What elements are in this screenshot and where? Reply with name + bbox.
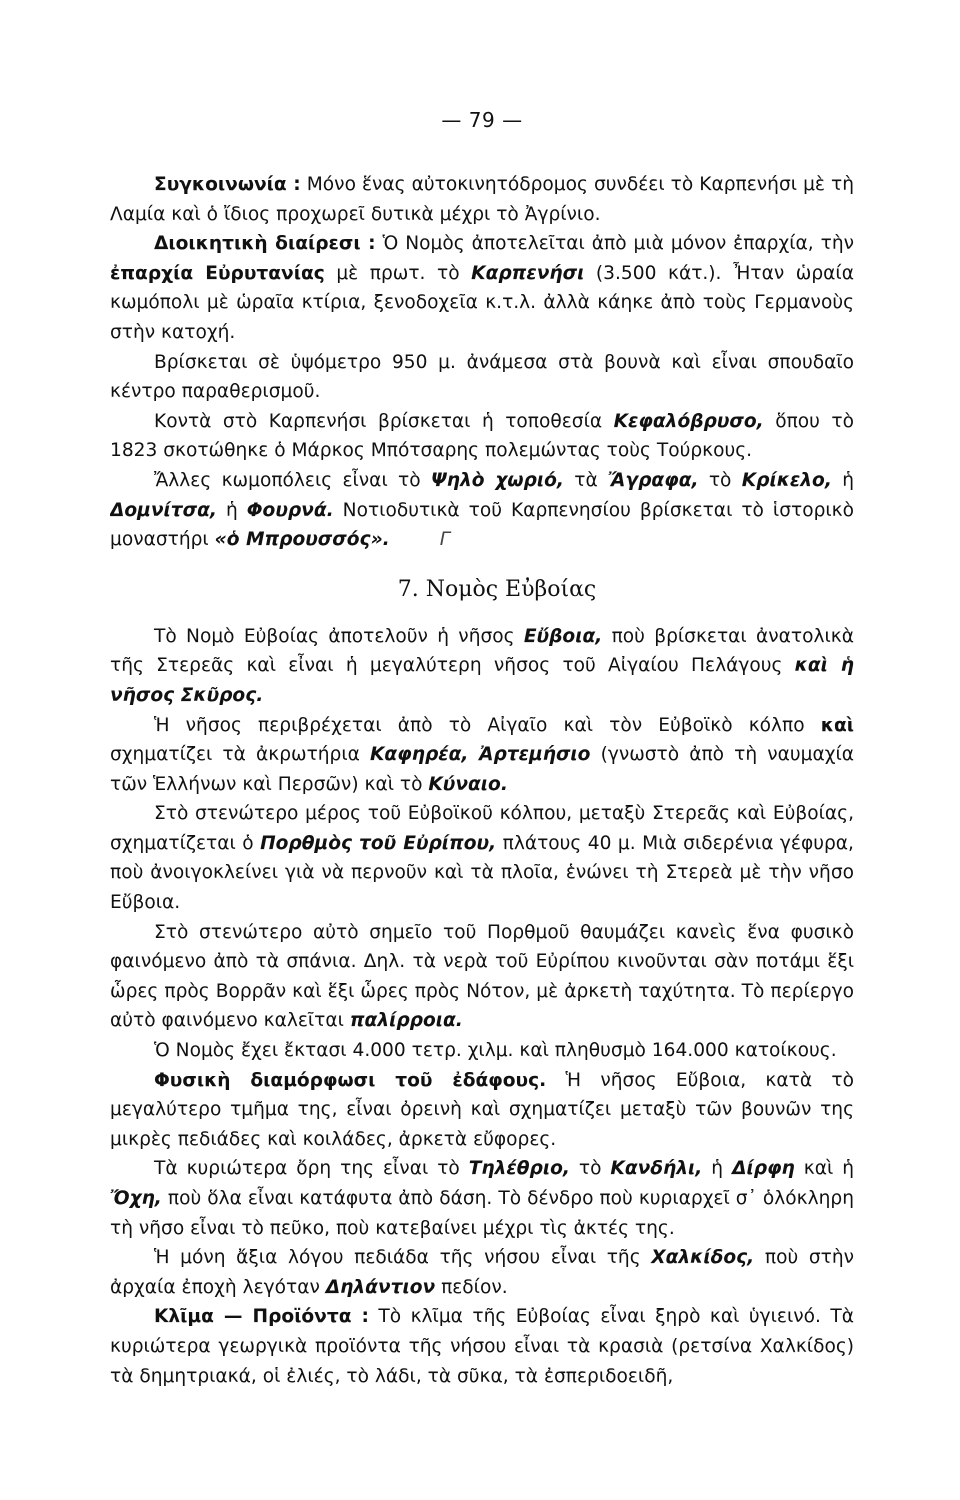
paragraph-tides: Στὸ στενώτερο αὐτὸ σημεῖο τοῦ Πορθμοῦ θαυμάζει κανεὶς ἕνα φυσικὸ φαινόμενο ἀπὸ τὰ σπάνια. Δηλ. τὰ νερὰ τοῦ Εὐρίπου κινοῦνται σὰν ποτάμι ἕξι ὧρες πρὸς Βορρᾶν καὶ ἕξι ὧρες πρὸς Νότον, μὲ ἀρκετὴ ταχύτητα. Τὸ περίεργο αὐτὸ φαινόμενο καλεῖται παλίρροια. (110, 921, 854, 1032)
paragraph-transport: Συγκοινωνία : Μόνο ἕνας αὐτοκινητόδρομος συνδέει τὸ Καρπενήσι μὲ τὴ Λαμία καὶ ὁ ἴδιος προχωρεῖ δυτικὰ μέχρι τὸ Ἀγρίνιο. (110, 174, 854, 225)
handwritten-mark: Γ (439, 529, 451, 551)
paragraph-terrain: Φυσικὴ διαμόρφωσι τοῦ ἐδάφους. Ἡ νῆσος Εὔβοια, κατὰ τὸ μεγαλύτερο τμῆμα της, εἶναι ὀρεινὴ καὶ σχηματίζει μεταξὺ τῶν βουνῶν της μικρὲς πεδιάδες καὶ κοιλάδες, ἀρκετὰ εὔφορες. (110, 1069, 854, 1150)
paragraph-mountains: Τὰ κυριώτερα ὄρη της εἶναι τὸ Τηλέθριο, τὸ Κανδήλι, ἡ Δίρφη καὶ ἡ Ὄχη, ποὺ ὅλα εἶναι κατάφυτα ἀπὸ δάση. Τὸ δένδρο ποὺ κυριαρχεῖ σ᾽ ὁλόκληρη τὴ νῆσο εἶναι τὸ πεῦκο, ποὺ κατεβαίνει μέχρι τὶς ἀκτές της. (110, 1158, 854, 1239)
paragraph-other-towns: Ἄλλες κωμοπόλεις εἶναι τὸ Ψηλὸ χωριό, τὰ Ἄγραφα, τὸ Κρίκελο, ἡ Δομνίτσα, ἡ Φουρνά. Νοτιοδυτικὰ τοῦ Καρπενησίου βρίσκεται τὸ ἱστορικὸ μοναστήρι «ὁ Μπρουσσός». Γ (110, 466, 854, 555)
paragraph-plain: Ἡ μόνη ἄξια λόγου πεδιάδα τῆς νήσου εἶναι τῆς Χαλκίδος, ποὺ στὴν ἀρχαία ἐποχὴ λεγόταν Δηλάντιον πεδίον. (110, 1247, 854, 1298)
label-administration: Διοικητικὴ διαίρεσι : (154, 233, 376, 255)
book-page (110, 104, 854, 1464)
label-terrain: Φυσικὴ διαμόρφωσι τοῦ ἐδάφους. (154, 1069, 547, 1091)
paragraph-climate-products: Κλῖμα — Προϊόντα : Τὸ κλῖμα τῆς Εὐβοίας εἶναι ξηρὸ καὶ ὑγιεινό. Τὰ κυριώτερα γεωργικὰ προϊόντα τῆς νήσου εἶναι τὰ κρασιὰ (ρετσίνα Χαλκίδος) τὰ δημητριακά, οἱ ἐλιές, τὸ λάδι, τὰ σῦκα, τὰ ἐσπεριδοειδῆ, (110, 1306, 854, 1387)
page-number: — 79 — (441, 108, 523, 132)
paragraph-capes: Ἡ νῆσος περιβρέχεται ἀπὸ τὸ Αἰγαῖο καὶ τὸν Εὐβοϊκὸ κόλπο καὶ σχηματίζει τὰ ἀκρωτήρια Καφηρέα, Ἀρτεμήσιο (γνωστὸ ἀπὸ τὴ ναυμαχία τῶν Ἑλλήνων καὶ Περσῶν) καὶ τὸ Κύναιο. (110, 714, 854, 795)
section-heading-evia: 7. Νομὸς Εὐβοίας (397, 576, 597, 602)
label-climate: Κλῖμα — Προϊόντα : (154, 1306, 369, 1328)
label-transport: Συγκοινωνία : (154, 174, 301, 195)
paragraph-area-population: Ὁ Νομὸς ἔχει ἔκτασι 4.000 τετρ. χιλμ. καὶ πληθυσμὸ 164.000 κατοίκους. (154, 1040, 837, 1062)
paragraph-altitude: Βρίσκεται σὲ ὑψόμετρο 950 μ. ἀνάμεσα στὰ βουνὰ καὶ εἶναι σπουδαῖο κέντρο παραθερισμοῦ. (110, 351, 854, 403)
paragraph-administration: Διοικητικὴ διαίρεσι : Ὁ Νομὸς ἀποτελεῖται ἀπὸ μιὰ μόνον ἐπαρχία, τὴν ἐπαρχία Εὐρυτανίας μὲ πρωτ. τὸ Καρπενήσι (3.500 κάτ.). Ἦταν ὡραία κωμόπολι μὲ ὡραῖα κτίρια, ξενοδοχεῖα κ.τ.λ. ἀλλὰ κάηκε ἀπὸ τοὺς Γερμανοὺς στὴν κατοχή. (110, 233, 854, 343)
paragraph-euripus: Στὸ στενώτερο μέρος τοῦ Εὐβοϊκοῦ κόλπου, μεταξὺ Στερεᾶς καὶ Εὐβοίας, σχηματίζεται ὁ Πορθμὸς τοῦ Εὐρίπου, πλάτους 40 μ. Μιὰ σιδερένια γέφυρα, ποὺ ἀνοιγοκλείνει γιὰ νὰ περνοῦν καὶ τὰ πλοῖα, ἑνώνει τὴ Στερεὰ μὲ τὴν νῆσο Εὔβοια. (110, 803, 854, 914)
paragraph-evia-intro: Τὸ Νομὸ Εὐβοίας ἀποτελοῦν ἡ νῆσος Εὔβοια, ποὺ βρίσκεται ἀνατολικὰ τῆς Στερεᾶς καὶ εἶναι ἡ μεγαλύτερη νῆσος τοῦ Αἰγαίου Πελάγους καὶ ἡ νῆσος Σκῦρος. (110, 625, 854, 706)
paragraph-kefalovryso: Κοντὰ στὸ Καρπενήσι βρίσκεται ἡ τοποθεσία Κεφαλόβρυσο, ὅπου τὸ 1823 σκοτώθηκε ὁ Μάρκος Μπότσαρης πολεμώντας τοὺς Τούρκους. (110, 410, 854, 462)
